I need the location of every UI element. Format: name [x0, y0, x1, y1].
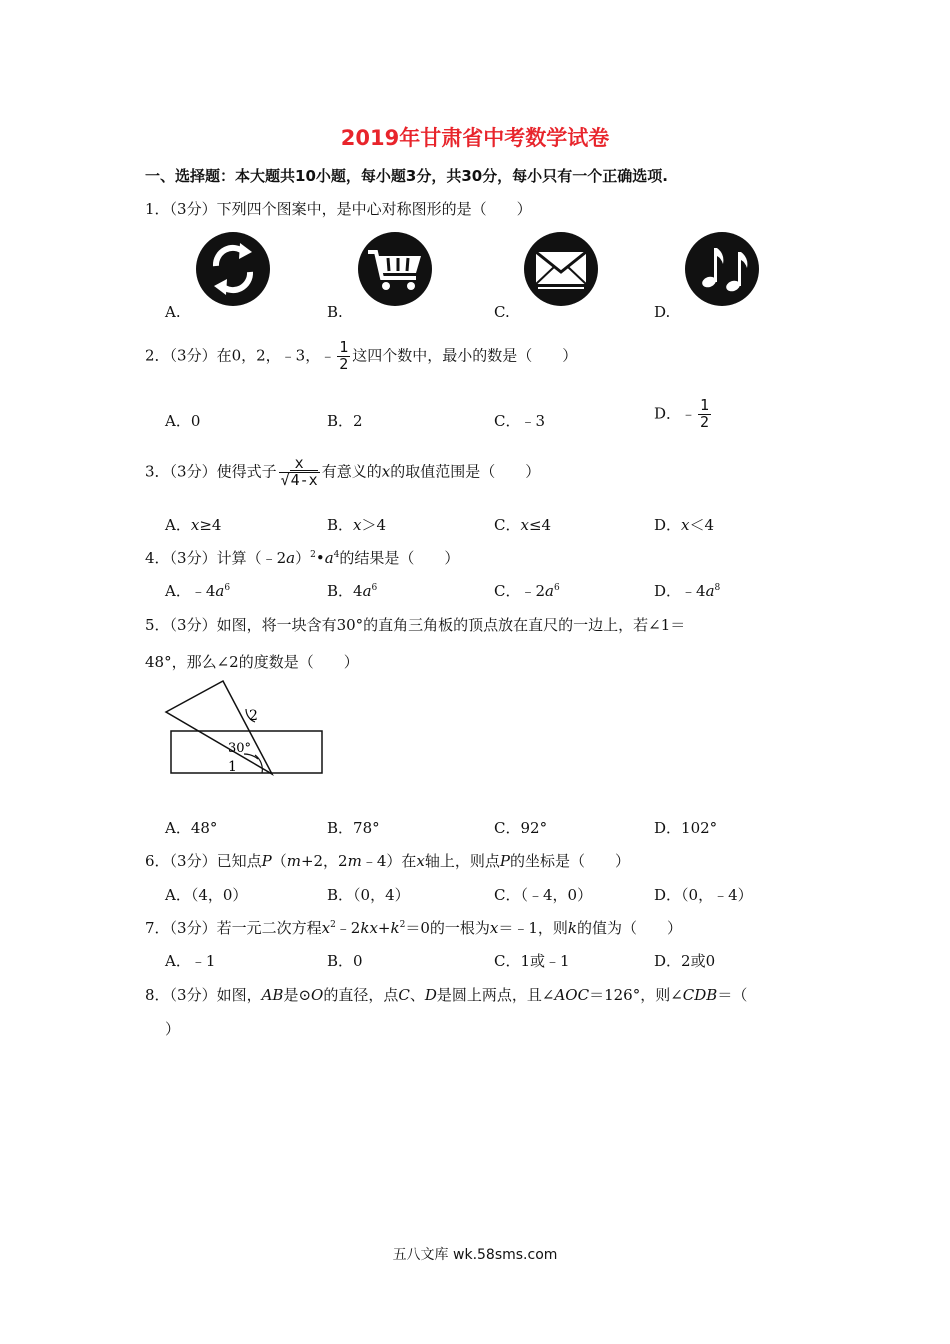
question-4-stem: 4．（3分）计算$(﹣2a)^2•a^4$的结果是（ ） — [145, 549, 460, 567]
question-6-stem: 6．（3分）已知点P（m+2，2m﹣4）在x轴上，则点P的坐标是（ ） — [145, 852, 630, 870]
page-footer: 五八文库 wk.58sms.com — [392, 1247, 558, 1263]
q7-option-d: D．2或0 — [654, 952, 716, 970]
music-note-icon — [683, 230, 761, 312]
q2-post: 这四个数中，最小的数是（ ） — [352, 346, 578, 365]
fig-label-2: 2 — [249, 708, 258, 724]
q4-option-c: C．$﹣2a^6$ — [494, 582, 560, 600]
q7-option-c: C．1或﹣1 — [494, 952, 570, 970]
q1-option-d: D. — [654, 303, 671, 321]
q2-option-b: B．2 — [327, 412, 363, 430]
question-2-stem — [145, 340, 577, 373]
q1-option-b: B. — [327, 303, 343, 321]
envelope-icon — [522, 230, 600, 312]
q4-option-d: D．$﹣4a^8$ — [654, 582, 721, 600]
fig-label-1: 1 — [228, 759, 237, 775]
section-heading: 一、选择题：本大题共10小题，每小题3分，共30分，每小只有一个正确选项. — [145, 167, 668, 185]
q6-option-b: B．（0，4） — [327, 886, 410, 904]
q1-option-c: C. — [494, 303, 510, 321]
question-8-line1: 8．（3分）如图，AB是⊙O的直径，点C、D是圆上两点，且∠AOC＝126°，则∠CDB＝（ — [145, 986, 748, 1004]
question-5-line1: 5．（3分）如图，将一块含有30°的直角三角板的顶点放在直尺的一边上，若∠1＝ — [145, 616, 686, 634]
q2-option-d: D．﹣ $\frac{1}{2}$ — [654, 396, 710, 431]
q4-option-a: A．$﹣4a^6$ — [165, 582, 231, 600]
question-5-line2: 48°，那么∠2的度数是（ ） — [145, 653, 359, 671]
q7-option-a: A．﹣1 — [165, 952, 216, 970]
q2-option-c: C．﹣3 — [494, 412, 546, 430]
q2-fraction: $\frac{1}{2}$ — [339, 338, 349, 373]
question-3-stem: 3．（3分）使得式子 $\frac{x}{√4-x}$ 有意义的x的取值范围是（ ） — [145, 454, 541, 489]
q6-option-c: C．（﹣4，0） — [494, 886, 593, 904]
question-7-stem: 7．（3分）若一元二次方程$x^2﹣2kx+k^2=0$的一根为x＝﹣1，则k的值为（ ） — [145, 919, 682, 937]
q1-option-a: A. — [165, 303, 181, 321]
q4-option-b: B．$4a^6$ — [327, 582, 378, 600]
q3-option-b: B．x＞4 — [327, 516, 387, 534]
q3-option-a: A．x≥4 — [165, 516, 222, 534]
q5-figure — [160, 676, 330, 784]
q5-option-c: C．92° — [494, 819, 548, 837]
page-title: 2019年甘肃省中考数学试卷 — [340, 126, 610, 150]
shopping-cart-icon — [356, 230, 434, 312]
question-1-stem: 1．（3分）下列四个图案中，是中心对称图形的是（ ） — [145, 200, 532, 218]
q3-expression: $\frac{x}{√4-x}$ — [280, 454, 318, 489]
q5-option-a: A．48° — [165, 819, 218, 837]
recycle-arrows-icon — [194, 230, 272, 312]
q7-option-b: B．0 — [327, 952, 363, 970]
q2-option-a: A．0 — [165, 412, 201, 430]
fig-label-30: 30° — [228, 741, 252, 756]
q6-option-a: A．（4，0） — [165, 886, 248, 904]
q5-option-b: B．78° — [327, 819, 380, 837]
q5-option-d: D．102° — [654, 819, 718, 837]
q3-option-d: D．x＜4 — [654, 516, 715, 534]
q3-option-c: C．x≤4 — [494, 516, 552, 534]
question-8-line2: ） — [165, 1020, 181, 1038]
q2-pre: 2．（3分）在0，2，﹣3，﹣ — [145, 346, 336, 365]
q6-option-d: D．（0，﹣4） — [654, 886, 753, 904]
